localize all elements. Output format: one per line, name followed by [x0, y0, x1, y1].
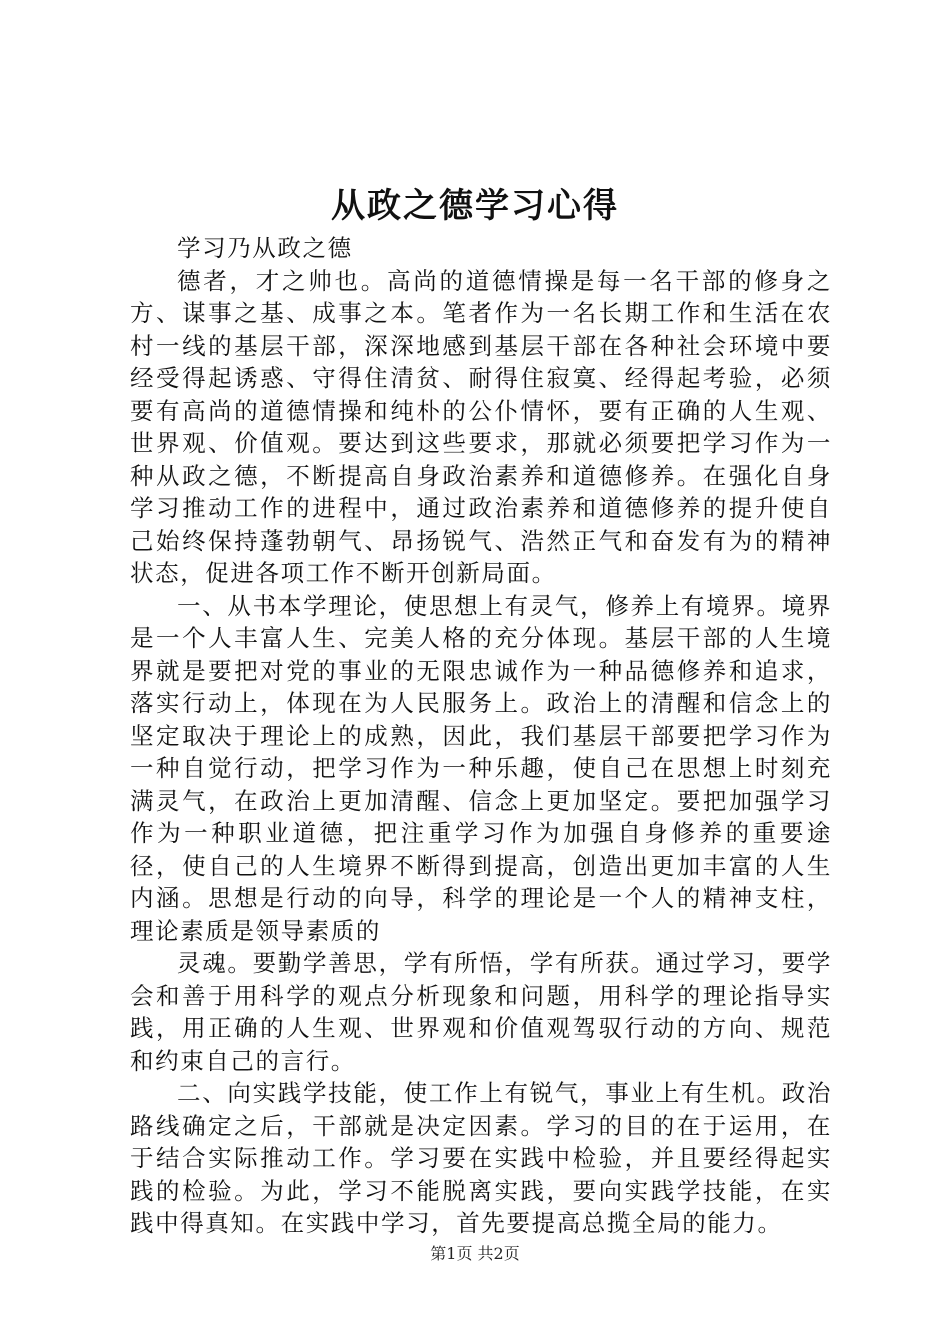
paragraph-section-one: 一、从书本学理论，使思想上有灵气，修养上有境界。境界是一个人丰富人生、完美人格的充分体现。基层干部的人生境界就是要把对党的事业的无限忠诚作为一种品德修养和追求，落实行动上，体现在为人民服务上。政治上的清醒和信念上的坚定取决于理论上的成熟，因此，我们基层干部要把学习作为一种自觉行动，把学习作为一种乐趣，使自己在思想上时刻充满灵气，在政治上更加清醒、信念上更加坚定。要把加强学习作为一种职业道德，把注重学习作为加强自身修养的重要途径，使自己的人生境界不断得到提高，创造出更加丰富的人生内涵。思想是行动的向导，科学的理论是一个人的精神支柱，理论素质是领导素质的 [130, 591, 832, 945]
paragraph-subtitle: 学习乃从政之德 [177, 234, 353, 262]
document-title: 从政之德学习心得 [331, 186, 619, 226]
paragraph-section-two: 二、向实践学技能，使工作上有锐气，事业上有生机。政治路线确定之后，干部就是决定因素。学习的目的在于运用，在于结合实际推动工作。学习要在实践中检验，并且要经得起实践的检验。为此，学习不能脱离实践，要向实践学技能，在实践中得真知。在实践中学习，首先要提高总揽全局的能力。 [130, 1079, 832, 1237]
paragraph-section-one-continued: 灵魂。要勤学善思，学有所悟，学有所获。通过学习，要学会和善于用科学的观点分析现象和问题，用科学的理论指导实践，用正确的人生观、世界观和价值观驾驭行动的方向、规范和约束自己的言行。 [130, 949, 832, 1075]
paragraph-intro: 德者，才之帅也。高尚的道德情操是每一名干部的修身之方、谋事之基、成事之本。笔者作为一名长期工作和生活在农村一线的基层干部，深深地感到基层干部在各种社会环境中要经受得起诱惑、守得住清贫、耐得住寂寞、经得起考验，必须要有高尚的道德情操和纯朴的公仆情怀，要有正确的人生观、世界观、价值观。要达到这些要求，那就必须要把学习作为一种从政之德，不断提高自身政治素养和道德修养。在强化自身学习推动工作的进程中，通过政治素养和道德修养的提升使自己始终保持蓬勃朝气、昂扬锐气、浩然正气和奋发有为的精神状态，促进各项工作不断开创新局面。 [130, 266, 832, 587]
document-body [130, 232, 832, 1240]
page-number-footer: 第1页 共2页 [430, 1244, 520, 1263]
